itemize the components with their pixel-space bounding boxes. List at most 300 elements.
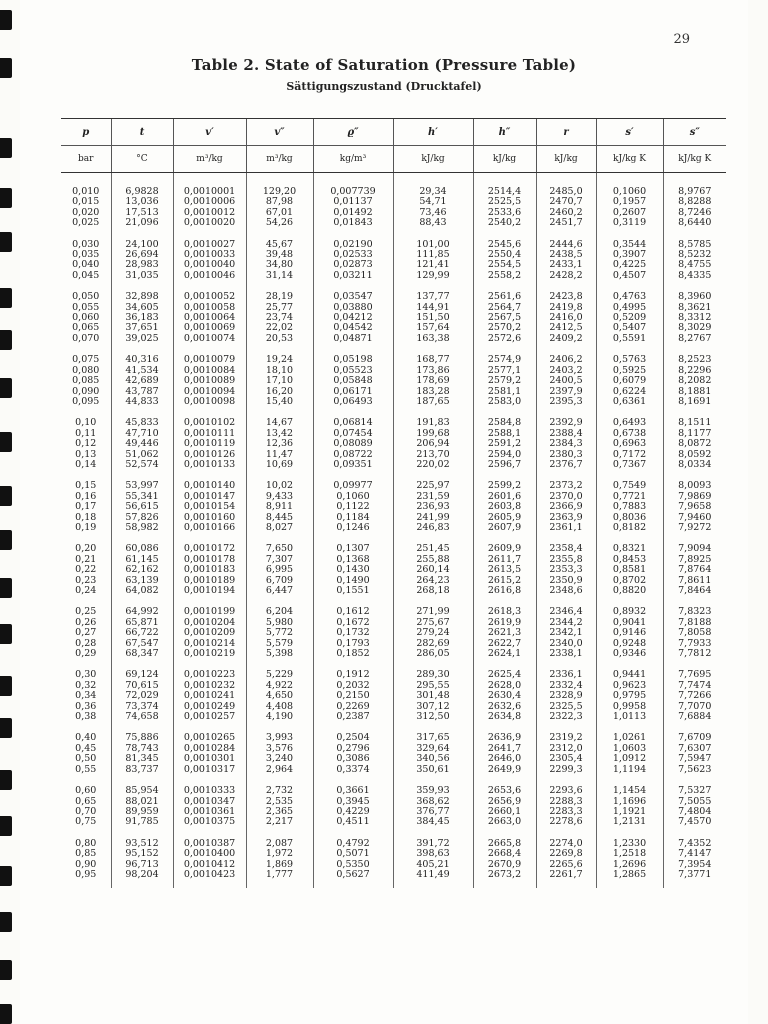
table-cell: 0,0010020	[173, 218, 246, 228]
table-cell: 2540,2	[473, 218, 536, 228]
spacer-cell	[61, 596, 111, 607]
table-row	[61, 197, 726, 207]
spacer-cell	[393, 880, 473, 888]
table-cell: 64,082	[111, 586, 173, 596]
spacer-cell	[393, 229, 473, 240]
table-cell: 0,0010089	[173, 376, 246, 386]
table-cell: 34,80	[246, 260, 313, 270]
spacer-cell	[596, 173, 663, 188]
spacer-cell	[313, 344, 393, 355]
table-cell: 0,27	[75, 628, 97, 639]
table-cell: 7,8611	[663, 576, 726, 586]
table-cell: 2419,8	[536, 303, 596, 313]
table-cell: 2533,6	[473, 208, 536, 218]
table-cell: 0,3945	[313, 797, 393, 807]
table-cell: 0,0010046	[173, 271, 246, 281]
table-cell: 312,50	[393, 712, 473, 722]
spacer-cell	[473, 775, 536, 786]
table-cell: 0,0010199	[173, 607, 246, 617]
table-cell: 0,02533	[313, 250, 393, 260]
table-row	[61, 481, 726, 491]
column-unit: kJ/kg	[536, 146, 596, 173]
table-cell: 0,05523	[313, 366, 393, 376]
table-cell: 45,833	[111, 418, 173, 428]
table-cell: 0,075	[72, 355, 100, 366]
table-cell: 7,8323	[663, 607, 726, 617]
table-cell: 17,10	[246, 376, 313, 386]
table-cell: 2545,6	[473, 240, 536, 250]
table-cell: 2400,5	[536, 376, 596, 386]
table-cell: 0,0010027	[173, 240, 246, 250]
table-cell: 8,0592	[663, 450, 726, 460]
spacer-cell	[313, 470, 393, 481]
table-cell: 199,68	[393, 429, 473, 439]
table-cell: 29,34	[393, 187, 473, 197]
table-cell: 2665,8	[473, 839, 536, 849]
table-cell: 0,40	[75, 733, 97, 744]
spacer-cell	[663, 596, 726, 607]
table-cell: 2624,1	[473, 649, 536, 659]
table-cell: 2607,9	[473, 523, 536, 533]
table-row	[61, 565, 726, 575]
table-cell: 2288,3	[536, 797, 596, 807]
table-cell: 0,03880	[313, 303, 393, 313]
spacer-cell	[61, 722, 111, 733]
table-cell: 0,030	[72, 239, 100, 250]
table-row	[61, 250, 726, 260]
spacer-cell	[536, 775, 596, 786]
table-cell: 307,12	[393, 702, 473, 712]
table-cell: 60,086	[111, 544, 173, 554]
table-row	[61, 786, 726, 796]
table-cell: 2663,0	[473, 817, 536, 827]
table-cell: 2380,3	[536, 450, 596, 460]
table-cell: 49,446	[111, 439, 173, 449]
spacer-cell	[663, 470, 726, 481]
table-cell: 0,0010232	[173, 681, 246, 691]
table-cell: 51,062	[111, 450, 173, 460]
group-spacer	[61, 659, 726, 670]
table-cell: 0,06171	[313, 387, 393, 397]
table-cell: 3,576	[246, 744, 313, 754]
table-cell: 2428,2	[536, 271, 596, 281]
table-cell: 0,0010147	[173, 492, 246, 502]
table-cell: 81,345	[111, 754, 173, 764]
table-cell: 16,20	[246, 387, 313, 397]
table-cell: 4,190	[246, 712, 313, 722]
table-cell: 13,42	[246, 429, 313, 439]
spacer-cell	[111, 722, 173, 733]
table-cell: 0,22	[75, 565, 97, 576]
table-cell: 0,21	[75, 554, 97, 565]
spacer-cell	[246, 344, 313, 355]
table-cell: 0,8581	[596, 565, 663, 575]
column-symbol: r	[536, 119, 596, 146]
table-cell: 0,18	[75, 512, 97, 523]
table-cell: 2403,2	[536, 366, 596, 376]
column-unit: bar	[61, 146, 111, 173]
table-row	[61, 271, 726, 281]
table-cell: 0,3661	[313, 786, 393, 796]
column-symbol: ϱ″	[313, 119, 393, 146]
table-cell: 0,2150	[313, 691, 393, 701]
binding-hole	[0, 330, 12, 350]
table-cell: 5,772	[246, 628, 313, 638]
table-cell: 0,8820	[596, 586, 663, 596]
table-cell: 2601,6	[473, 492, 536, 502]
table-cell: 0,5071	[313, 849, 393, 859]
table-cell: 0,7883	[596, 502, 663, 512]
table-cell: 4,922	[246, 681, 313, 691]
table-cell: 271,99	[393, 607, 473, 617]
spacer-cell	[663, 533, 726, 544]
table-cell: 0,38	[75, 712, 97, 723]
table-cell: 279,24	[393, 628, 473, 638]
table-cell: 7,9869	[663, 492, 726, 502]
table-cell: 7,9272	[663, 523, 726, 533]
spacer-cell	[536, 880, 596, 888]
table-row	[61, 691, 726, 701]
table-cell: 0,04542	[313, 323, 393, 333]
table-cell: 2332,4	[536, 681, 596, 691]
table-cell: 8,2523	[663, 355, 726, 365]
table-cell: 2376,7	[536, 460, 596, 470]
table-cell: 2550,4	[473, 250, 536, 260]
table-row	[61, 418, 726, 428]
table-cell: 0,1184	[313, 513, 393, 523]
table-cell: 2373,2	[536, 481, 596, 491]
table-cell: 2438,5	[536, 250, 596, 260]
table-cell: 246,83	[393, 523, 473, 533]
table-cell: 2613,5	[473, 565, 536, 575]
table-cell: 7,3954	[663, 860, 726, 870]
table-cell: 2670,9	[473, 860, 536, 870]
table-cell: 163,38	[393, 334, 473, 344]
spacer-cell	[536, 596, 596, 607]
table-row	[61, 334, 726, 344]
binding-hole	[0, 486, 12, 506]
table-cell: 0,4507	[596, 271, 663, 281]
table-cell: 0,4511	[313, 817, 393, 827]
table-cell: 93,512	[111, 839, 173, 849]
table-cell: 2554,5	[473, 260, 536, 270]
binding-hole	[0, 578, 12, 598]
table-cell: 301,48	[393, 691, 473, 701]
table-cell: 8,6440	[663, 218, 726, 228]
spacer-cell	[663, 828, 726, 839]
table-cell: 0,29	[75, 649, 97, 660]
table-cell: 2630,4	[473, 691, 536, 701]
table-cell: 67,547	[111, 639, 173, 649]
table-cell: 31,14	[246, 271, 313, 281]
table-cell: 0,0010333	[173, 786, 246, 796]
spacer-cell	[473, 722, 536, 733]
table-cell: 0,3544	[596, 240, 663, 250]
spacer-cell	[663, 659, 726, 670]
table-cell: 7,5623	[663, 765, 726, 775]
table-cell: 7,650	[246, 544, 313, 554]
table-cell: 7,4352	[663, 839, 726, 849]
table-cell: 2312,0	[536, 744, 596, 754]
page-number: 29	[673, 32, 690, 47]
column-unit: kJ/kg	[393, 146, 473, 173]
table-cell: 268,18	[393, 586, 473, 596]
table-cell: 3,240	[246, 754, 313, 764]
table-cell: 384,45	[393, 817, 473, 827]
spacer-cell	[111, 229, 173, 240]
spacer-cell	[111, 470, 173, 481]
table-cell: 137,77	[393, 292, 473, 302]
column-symbol: p	[61, 119, 111, 146]
table-cell: 0,0010317	[173, 765, 246, 775]
column-unit: kJ/kg	[473, 146, 536, 173]
spacer-cell	[596, 596, 663, 607]
spacer-cell	[536, 828, 596, 839]
group-spacer	[61, 828, 726, 839]
table-row	[61, 576, 726, 586]
spacer-cell	[173, 173, 246, 188]
table-cell: 2278,6	[536, 817, 596, 827]
spacer-cell	[536, 659, 596, 670]
table-cell: 91,785	[111, 817, 173, 827]
spacer-cell	[61, 775, 111, 786]
table-row	[61, 208, 726, 218]
group-spacer	[61, 407, 726, 418]
spacer-cell	[596, 880, 663, 888]
table-cell: 54,71	[393, 197, 473, 207]
table-cell: 264,23	[393, 576, 473, 586]
table-cell: 0,9041	[596, 618, 663, 628]
table-cell: 44,833	[111, 397, 173, 407]
table-cell: 231,59	[393, 492, 473, 502]
table-cell: 2470,7	[536, 197, 596, 207]
table-cell: 0,0010058	[173, 303, 246, 313]
table-row	[61, 492, 726, 502]
spacer-cell	[313, 880, 393, 888]
spacer-cell	[246, 722, 313, 733]
table-row	[61, 387, 726, 397]
table-cell: 2370,0	[536, 492, 596, 502]
table-cell: 2338,1	[536, 649, 596, 659]
spacer-cell	[61, 173, 111, 188]
table-cell: 391,72	[393, 839, 473, 849]
table-cell: 0,4763	[596, 292, 663, 302]
table-cell: 0,0010400	[173, 849, 246, 859]
table-cell: 7,7266	[663, 691, 726, 701]
table-cell: 0,85	[75, 849, 97, 860]
column-symbol: h′	[393, 119, 473, 146]
table-cell: 0,0010257	[173, 712, 246, 722]
table-subtitle: Sättigungszustand (Drucktafel)	[286, 80, 482, 93]
spacer-cell	[246, 775, 313, 786]
table-cell: 286,05	[393, 649, 473, 659]
spacer-cell	[393, 344, 473, 355]
table-cell: 0,0010347	[173, 797, 246, 807]
table-cell: 0,1793	[313, 639, 393, 649]
table-cell: 69,124	[111, 670, 173, 680]
table-cell: 2409,2	[536, 334, 596, 344]
table-cell: 41,534	[111, 366, 173, 376]
binding-hole	[0, 232, 12, 252]
column-symbol: v″	[246, 119, 313, 146]
table-cell: 0,8036	[596, 513, 663, 523]
table-cell: 0,03547	[313, 292, 393, 302]
table-cell: 0,065	[72, 323, 100, 334]
spacer-cell	[313, 229, 393, 240]
table-cell: 6,709	[246, 576, 313, 586]
table-cell: 7,9658	[663, 502, 726, 512]
table-cell: 5,579	[246, 639, 313, 649]
table-cell: 2649,9	[473, 765, 536, 775]
spacer-cell	[393, 281, 473, 292]
binding-hole	[0, 960, 12, 980]
table-cell: 0,0010098	[173, 397, 246, 407]
table-cell: 0,0010126	[173, 450, 246, 460]
table-cell: 350,61	[393, 765, 473, 775]
group-spacer	[61, 722, 726, 733]
table-cell: 7,4804	[663, 807, 726, 817]
table-cell: 2622,7	[473, 639, 536, 649]
table-cell: 241,99	[393, 513, 473, 523]
table-cell: 87,98	[246, 197, 313, 207]
spacer-cell	[473, 173, 536, 188]
table-row	[61, 849, 726, 859]
table-row	[61, 555, 726, 565]
spacer-cell	[596, 828, 663, 839]
table-cell: 405,21	[393, 860, 473, 870]
table-cell: 0,0010209	[173, 628, 246, 638]
spacer-cell	[173, 880, 246, 888]
table-cell: 1,0261	[596, 733, 663, 743]
table-cell: 0,8932	[596, 607, 663, 617]
table-row	[61, 450, 726, 460]
table-cell: 2305,4	[536, 754, 596, 764]
table-cell: 52,574	[111, 460, 173, 470]
table-cell: 7,8925	[663, 555, 726, 565]
table-cell: 0,50	[75, 754, 97, 765]
spacer-cell	[596, 659, 663, 670]
table-row	[61, 712, 726, 722]
table-cell: 0,8453	[596, 555, 663, 565]
table-cell: 43,787	[111, 387, 173, 397]
table-cell: 47,710	[111, 429, 173, 439]
table-cell: 173,86	[393, 366, 473, 376]
table-cell: 26,694	[111, 250, 173, 260]
table-row	[61, 260, 726, 270]
table-cell: 2581,1	[473, 387, 536, 397]
table-cell: 2265,6	[536, 860, 596, 870]
table-row	[61, 618, 726, 628]
table-cell: 0,1852	[313, 649, 393, 659]
table-cell: 14,67	[246, 418, 313, 428]
binding-hole	[0, 624, 12, 644]
table-cell: 11,47	[246, 450, 313, 460]
table-cell: 0,0010423	[173, 870, 246, 880]
table-row	[61, 460, 726, 470]
table-cell: 0,9623	[596, 681, 663, 691]
table-cell: 89,959	[111, 807, 173, 817]
group-spacer	[61, 775, 726, 786]
table-cell: 0,0010064	[173, 313, 246, 323]
table-cell: 7,8464	[663, 586, 726, 596]
table-cell: 8,911	[246, 502, 313, 512]
table-cell: 0,5350	[313, 860, 393, 870]
table-cell: 2596,7	[473, 460, 536, 470]
table-cell: 0,07454	[313, 429, 393, 439]
table-cell: 0,0010375	[173, 817, 246, 827]
table-cell: 2451,7	[536, 218, 596, 228]
table-cell: 0,050	[72, 292, 100, 303]
table-row	[61, 586, 726, 596]
table-cell: 2611,7	[473, 555, 536, 565]
table-cell: 42,689	[111, 376, 173, 386]
table-cell: 0,1060	[313, 492, 393, 502]
table-cell: 2384,3	[536, 439, 596, 449]
table-cell: 2609,9	[473, 544, 536, 554]
table-cell: 0,9346	[596, 649, 663, 659]
table-cell: 8,2082	[663, 376, 726, 386]
table-cell: 0,0010094	[173, 387, 246, 397]
table-cell: 2599,2	[473, 481, 536, 491]
spacer-cell	[61, 281, 111, 292]
spacer-cell	[536, 173, 596, 188]
table-row	[61, 681, 726, 691]
table-cell: 0,1912	[313, 670, 393, 680]
table-cell: 2621,3	[473, 628, 536, 638]
table-row	[61, 817, 726, 827]
spacer-cell	[173, 229, 246, 240]
table-cell: 0,02873	[313, 260, 393, 270]
table-cell: 2,732	[246, 786, 313, 796]
table-cell: 1,1194	[596, 765, 663, 775]
table-cell: 225,97	[393, 481, 473, 491]
table-cell: 5,398	[246, 649, 313, 659]
table-cell: 7,4570	[663, 817, 726, 827]
table-cell: 15,40	[246, 397, 313, 407]
table-cell: 8,1691	[663, 397, 726, 407]
table-cell: 8,3960	[663, 292, 726, 302]
table-cell: 0,1732	[313, 628, 393, 638]
binding-hole	[0, 530, 12, 550]
table-cell: 8,9767	[663, 187, 726, 197]
table-cell: 57,826	[111, 513, 173, 523]
table-cell: 2525,5	[473, 197, 536, 207]
table-cell: 220,02	[393, 460, 473, 470]
table-cell: 0,55	[75, 764, 97, 775]
table-cell: 0,1490	[313, 576, 393, 586]
table-cell: 2269,8	[536, 849, 596, 859]
table-cell: 0,0010166	[173, 523, 246, 533]
table-cell: 178,69	[393, 376, 473, 386]
table-cell: 8,8288	[663, 197, 726, 207]
spacer-cell	[663, 722, 726, 733]
table-row	[61, 702, 726, 712]
table-cell: 2572,6	[473, 334, 536, 344]
table-row	[61, 670, 726, 680]
table-cell: 0,2387	[313, 712, 393, 722]
table-cell: 8,4755	[663, 260, 726, 270]
table-cell: 0,36	[75, 701, 97, 712]
table-cell: 6,447	[246, 586, 313, 596]
table-cell: 187,65	[393, 397, 473, 407]
table-cell: 23,74	[246, 313, 313, 323]
table-cell: 2594,0	[473, 450, 536, 460]
table-cell: 7,7695	[663, 670, 726, 680]
table-cell: 0,3374	[313, 765, 393, 775]
column-symbol: s″	[663, 119, 726, 146]
table-cell: 2319,2	[536, 733, 596, 743]
table-cell: 68,347	[111, 649, 173, 659]
